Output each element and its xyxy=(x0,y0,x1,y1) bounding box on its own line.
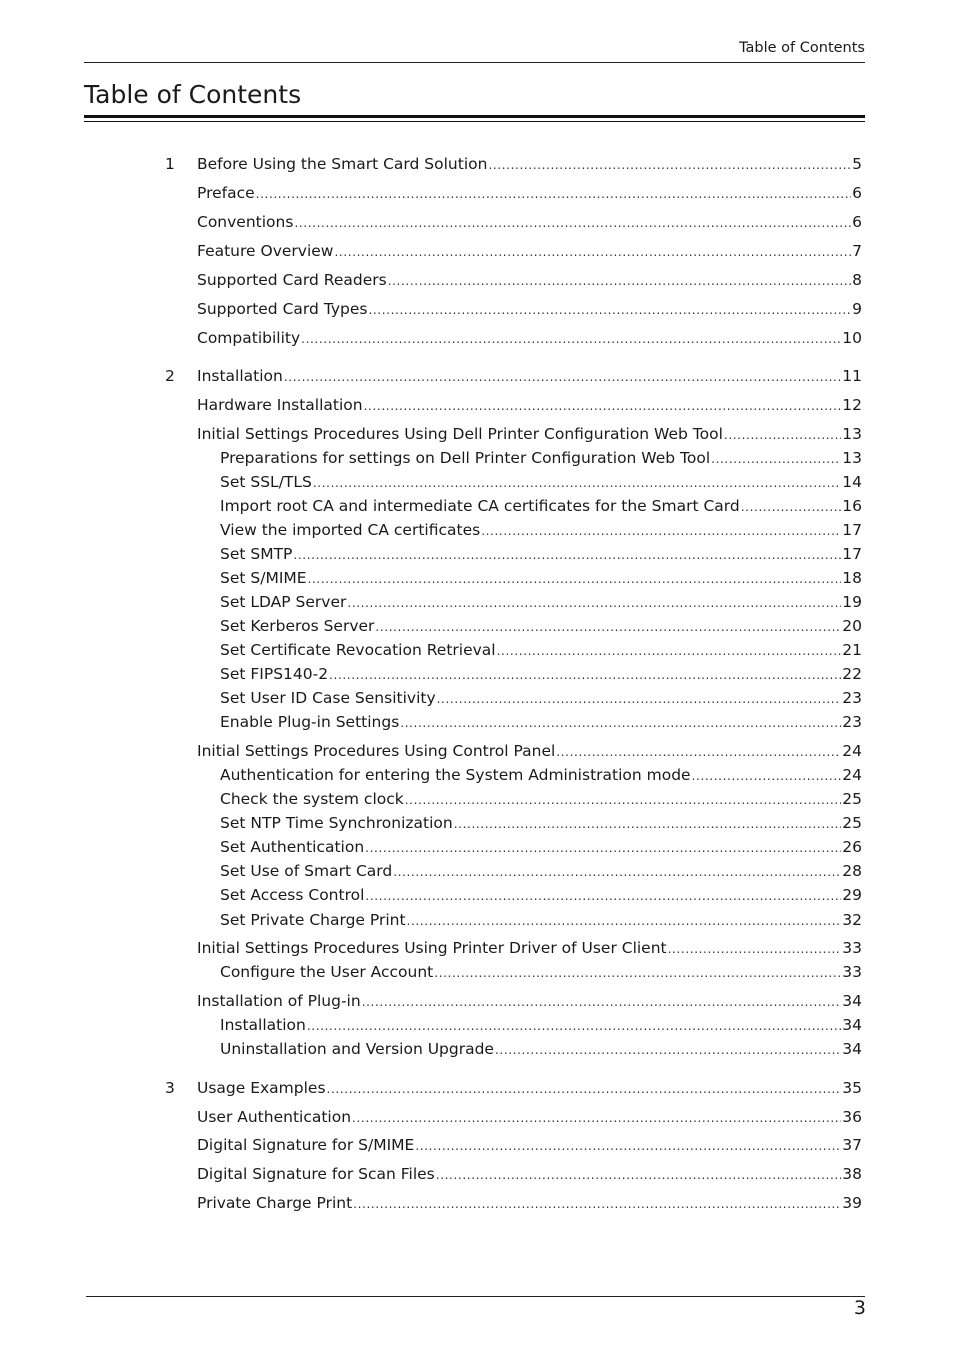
toc-entry-title: Digital Signature for S/MIME xyxy=(197,1136,415,1154)
toc-entry[interactable] xyxy=(197,1077,862,1099)
toc-entry-page: 23 xyxy=(842,713,862,731)
dot-leader xyxy=(437,688,842,710)
toc-entry-title: Digital Signature for Scan Files xyxy=(197,1165,435,1183)
chapter-number: 3 xyxy=(165,1079,175,1097)
dot-leader xyxy=(454,813,842,835)
dot-leader xyxy=(711,448,841,470)
toc-entry-page: 11 xyxy=(842,367,862,385)
toc-entry-page: 12 xyxy=(842,396,862,414)
dot-leader xyxy=(407,910,842,932)
toc-subentry[interactable] xyxy=(220,543,862,565)
toc-entry-page: 19 xyxy=(842,593,862,611)
toc-entry-page: 13 xyxy=(842,425,862,443)
running-header: Table of Contents xyxy=(739,40,865,56)
toc-entry-page: 10 xyxy=(842,329,862,347)
toc-entry-page: 13 xyxy=(842,449,862,467)
toc-entry-title: Check the system clock xyxy=(220,790,404,808)
dot-leader xyxy=(497,640,842,662)
toc-entry[interactable] xyxy=(197,423,862,445)
toc-entry[interactable] xyxy=(197,298,862,320)
toc-entry[interactable] xyxy=(197,394,862,416)
toc-subentry[interactable] xyxy=(220,788,862,810)
toc-subentry[interactable] xyxy=(220,836,862,858)
toc-entry[interactable] xyxy=(197,1106,862,1128)
toc-entry-title: Installation of Plug-in xyxy=(197,992,361,1010)
toc-entry-title: Authentication for entering the System Administration mode xyxy=(220,766,691,784)
toc-entry-title: Preface xyxy=(197,184,255,202)
toc-entry-page: 24 xyxy=(842,766,862,784)
toc-entry-title: Before Using the Smart Card Solution xyxy=(197,155,488,173)
toc-entry-page: 36 xyxy=(842,1108,862,1126)
toc-entry[interactable] xyxy=(197,269,862,291)
toc-subentry[interactable] xyxy=(220,615,862,637)
toc-entry-title: Set Certificate Revocation Retrieval xyxy=(220,641,496,659)
dot-leader xyxy=(365,837,841,859)
toc-entry-title: Conventions xyxy=(197,213,294,231)
page-number: 3 xyxy=(853,1297,866,1319)
toc-entry-page: 39 xyxy=(842,1194,862,1212)
toc-entry-page: 7 xyxy=(852,242,862,260)
toc-subentry[interactable] xyxy=(220,764,862,786)
dot-leader xyxy=(368,299,851,321)
dot-leader xyxy=(405,789,842,811)
toc-entry-title: Set NTP Time Synchronization xyxy=(220,814,453,832)
dot-leader xyxy=(294,212,851,234)
dot-leader xyxy=(293,544,841,566)
dot-leader xyxy=(400,712,841,734)
toc-entry-page: 18 xyxy=(842,569,862,587)
dot-leader xyxy=(353,1193,841,1215)
toc-entry[interactable] xyxy=(197,1134,862,1156)
dot-leader xyxy=(362,991,842,1013)
toc-entry-title: Set Kerberos Server xyxy=(220,617,375,635)
toc-entry[interactable] xyxy=(197,740,862,762)
toc-entry-page: 9 xyxy=(852,300,862,318)
toc-entry-title: Set SSL/TLS xyxy=(220,473,312,491)
dot-leader xyxy=(741,496,842,518)
dot-leader xyxy=(481,520,841,542)
toc-entry[interactable] xyxy=(197,327,862,349)
footer-divider xyxy=(86,1296,865,1297)
toc-entry-page: 33 xyxy=(842,963,862,981)
toc-entry-page: 6 xyxy=(852,213,862,231)
toc-entry-page: 20 xyxy=(842,617,862,635)
toc-entry-page: 8 xyxy=(852,271,862,289)
toc-entry-page: 24 xyxy=(842,742,862,760)
dot-leader xyxy=(436,1164,842,1186)
toc-entry[interactable] xyxy=(197,1163,862,1185)
chapter-number: 1 xyxy=(165,155,175,173)
toc-entry-title: Installation xyxy=(197,367,283,385)
toc-entry-page: 21 xyxy=(842,641,862,659)
dot-leader xyxy=(364,395,842,417)
toc-entry-title: Set User ID Case Sensitivity xyxy=(220,689,436,707)
toc-entry-page: 22 xyxy=(842,665,862,683)
toc-subentry[interactable] xyxy=(220,884,862,906)
toc-entry-page: 33 xyxy=(842,939,862,957)
toc-entry-title: Supported Card Types xyxy=(197,300,368,318)
toc-entry-page: 34 xyxy=(842,1040,862,1058)
toc-subentry[interactable] xyxy=(220,519,862,541)
dot-leader xyxy=(556,741,841,763)
toc-entry[interactable] xyxy=(197,153,862,175)
dot-leader xyxy=(308,568,842,590)
toc-entry-page: 17 xyxy=(842,545,862,563)
toc-entry-title: Initial Settings Procedures Using Control Panel xyxy=(197,742,556,760)
toc-entry-page: 32 xyxy=(842,911,862,929)
title-underline-thin xyxy=(84,121,865,122)
dot-leader xyxy=(256,183,851,205)
toc-subentry[interactable] xyxy=(220,663,862,685)
dot-leader xyxy=(329,664,841,686)
dot-leader xyxy=(415,1135,841,1157)
toc-subentry[interactable] xyxy=(220,1038,862,1060)
toc-entry[interactable] xyxy=(197,937,862,959)
toc-entry-title: View the imported CA certificates xyxy=(220,521,481,539)
toc-subentry[interactable] xyxy=(220,591,862,613)
toc-entry-title: Initial Settings Procedures Using Dell Printer Configuration Web Tool xyxy=(197,425,723,443)
toc-subentry[interactable] xyxy=(220,1014,862,1036)
toc-entry-page: 28 xyxy=(842,862,862,880)
dot-leader xyxy=(375,616,841,638)
toc-entry-title: Set Private Charge Print xyxy=(220,911,406,929)
dot-leader xyxy=(365,885,841,907)
title-underline-thick xyxy=(84,115,865,118)
chapter-number: 2 xyxy=(165,367,175,385)
toc-entry-title: Set FIPS140-2 xyxy=(220,665,329,683)
toc-entry-title: Initial Settings Procedures Using Printer Driver of User Client xyxy=(197,939,667,957)
toc-entry-page: 17 xyxy=(842,521,862,539)
dot-leader xyxy=(327,1078,842,1100)
toc-entry-title: Set S/MIME xyxy=(220,569,307,587)
toc-subentry[interactable] xyxy=(220,639,862,661)
toc-entry-page: 6 xyxy=(852,184,862,202)
dot-leader xyxy=(434,962,841,984)
dot-leader xyxy=(352,1107,841,1129)
toc-entry[interactable] xyxy=(197,365,862,387)
toc-entry[interactable] xyxy=(197,211,862,233)
dot-leader xyxy=(495,1039,841,1061)
toc-subentry[interactable] xyxy=(220,961,862,983)
toc-subentry[interactable] xyxy=(220,812,862,834)
toc-subentry[interactable] xyxy=(220,687,862,709)
page-title: Table of Contents xyxy=(84,80,302,109)
toc-entry[interactable] xyxy=(197,990,862,1012)
toc-entry-title: Hardware Installation xyxy=(197,396,363,414)
toc-entry-title: Installation xyxy=(220,1016,306,1034)
toc-entry-page: 26 xyxy=(842,838,862,856)
toc-entry-title: Enable Plug-in Settings xyxy=(220,713,400,731)
toc-entry-title: Set Use of Smart Card xyxy=(220,862,393,880)
dot-leader xyxy=(668,938,842,960)
toc-entry-title: Set Authentication xyxy=(220,838,365,856)
toc-entry-title: Supported Card Readers xyxy=(197,271,387,289)
dot-leader xyxy=(301,328,841,350)
toc-entry-title: Uninstallation and Version Upgrade xyxy=(220,1040,494,1058)
toc-entry-page: 35 xyxy=(842,1079,862,1097)
toc-subentry[interactable] xyxy=(220,471,862,493)
toc-entry-page: 23 xyxy=(842,689,862,707)
dot-leader xyxy=(334,241,851,263)
toc-subentry[interactable] xyxy=(220,495,862,517)
toc-entry-title: Set SMTP xyxy=(220,545,293,563)
toc-entry-page: 37 xyxy=(842,1136,862,1154)
toc-subentry[interactable] xyxy=(220,909,862,931)
toc-entry-page: 14 xyxy=(842,473,862,491)
toc-entry-title: Configure the User Account xyxy=(220,963,434,981)
toc-entry-page: 29 xyxy=(842,886,862,904)
toc-entry-page: 34 xyxy=(842,992,862,1010)
toc-entry-title: Private Charge Print xyxy=(197,1194,353,1212)
toc-subentry[interactable] xyxy=(220,447,862,469)
toc-entry-title: Set LDAP Server xyxy=(220,593,347,611)
toc-entry-page: 38 xyxy=(842,1165,862,1183)
toc-entry[interactable] xyxy=(197,1192,862,1214)
toc-entry[interactable] xyxy=(197,240,862,262)
dot-leader xyxy=(313,472,841,494)
dot-leader xyxy=(347,592,841,614)
dot-leader xyxy=(388,270,851,292)
header-divider xyxy=(84,62,865,63)
dot-leader xyxy=(393,861,841,883)
dot-leader xyxy=(307,1015,841,1037)
toc-entry-title: Usage Examples xyxy=(197,1079,326,1097)
dot-leader xyxy=(284,366,841,388)
toc-subentry[interactable] xyxy=(220,567,862,589)
toc-entry-page: 16 xyxy=(842,497,862,515)
toc-entry-title: Import root CA and intermediate CA certificates for the Smart Card xyxy=(220,497,740,515)
toc-subentry[interactable] xyxy=(220,711,862,733)
toc-entry[interactable] xyxy=(197,182,862,204)
toc-entry-page: 34 xyxy=(842,1016,862,1034)
toc-entry-title: User Authentication xyxy=(197,1108,352,1126)
toc-entry-page: 25 xyxy=(842,814,862,832)
toc-entry-title: Feature Overview xyxy=(197,242,334,260)
dot-leader xyxy=(724,424,841,446)
dot-leader xyxy=(692,765,842,787)
dot-leader xyxy=(488,154,851,176)
toc-entry-page: 5 xyxy=(852,155,862,173)
toc-subentry[interactable] xyxy=(220,860,862,882)
toc-entry-title: Preparations for settings on Dell Printer Configuration Web Tool xyxy=(220,449,711,467)
toc-entry-title: Set Access Control xyxy=(220,886,365,904)
toc-entry-title: Compatibility xyxy=(197,329,301,347)
toc-entry-page: 25 xyxy=(842,790,862,808)
